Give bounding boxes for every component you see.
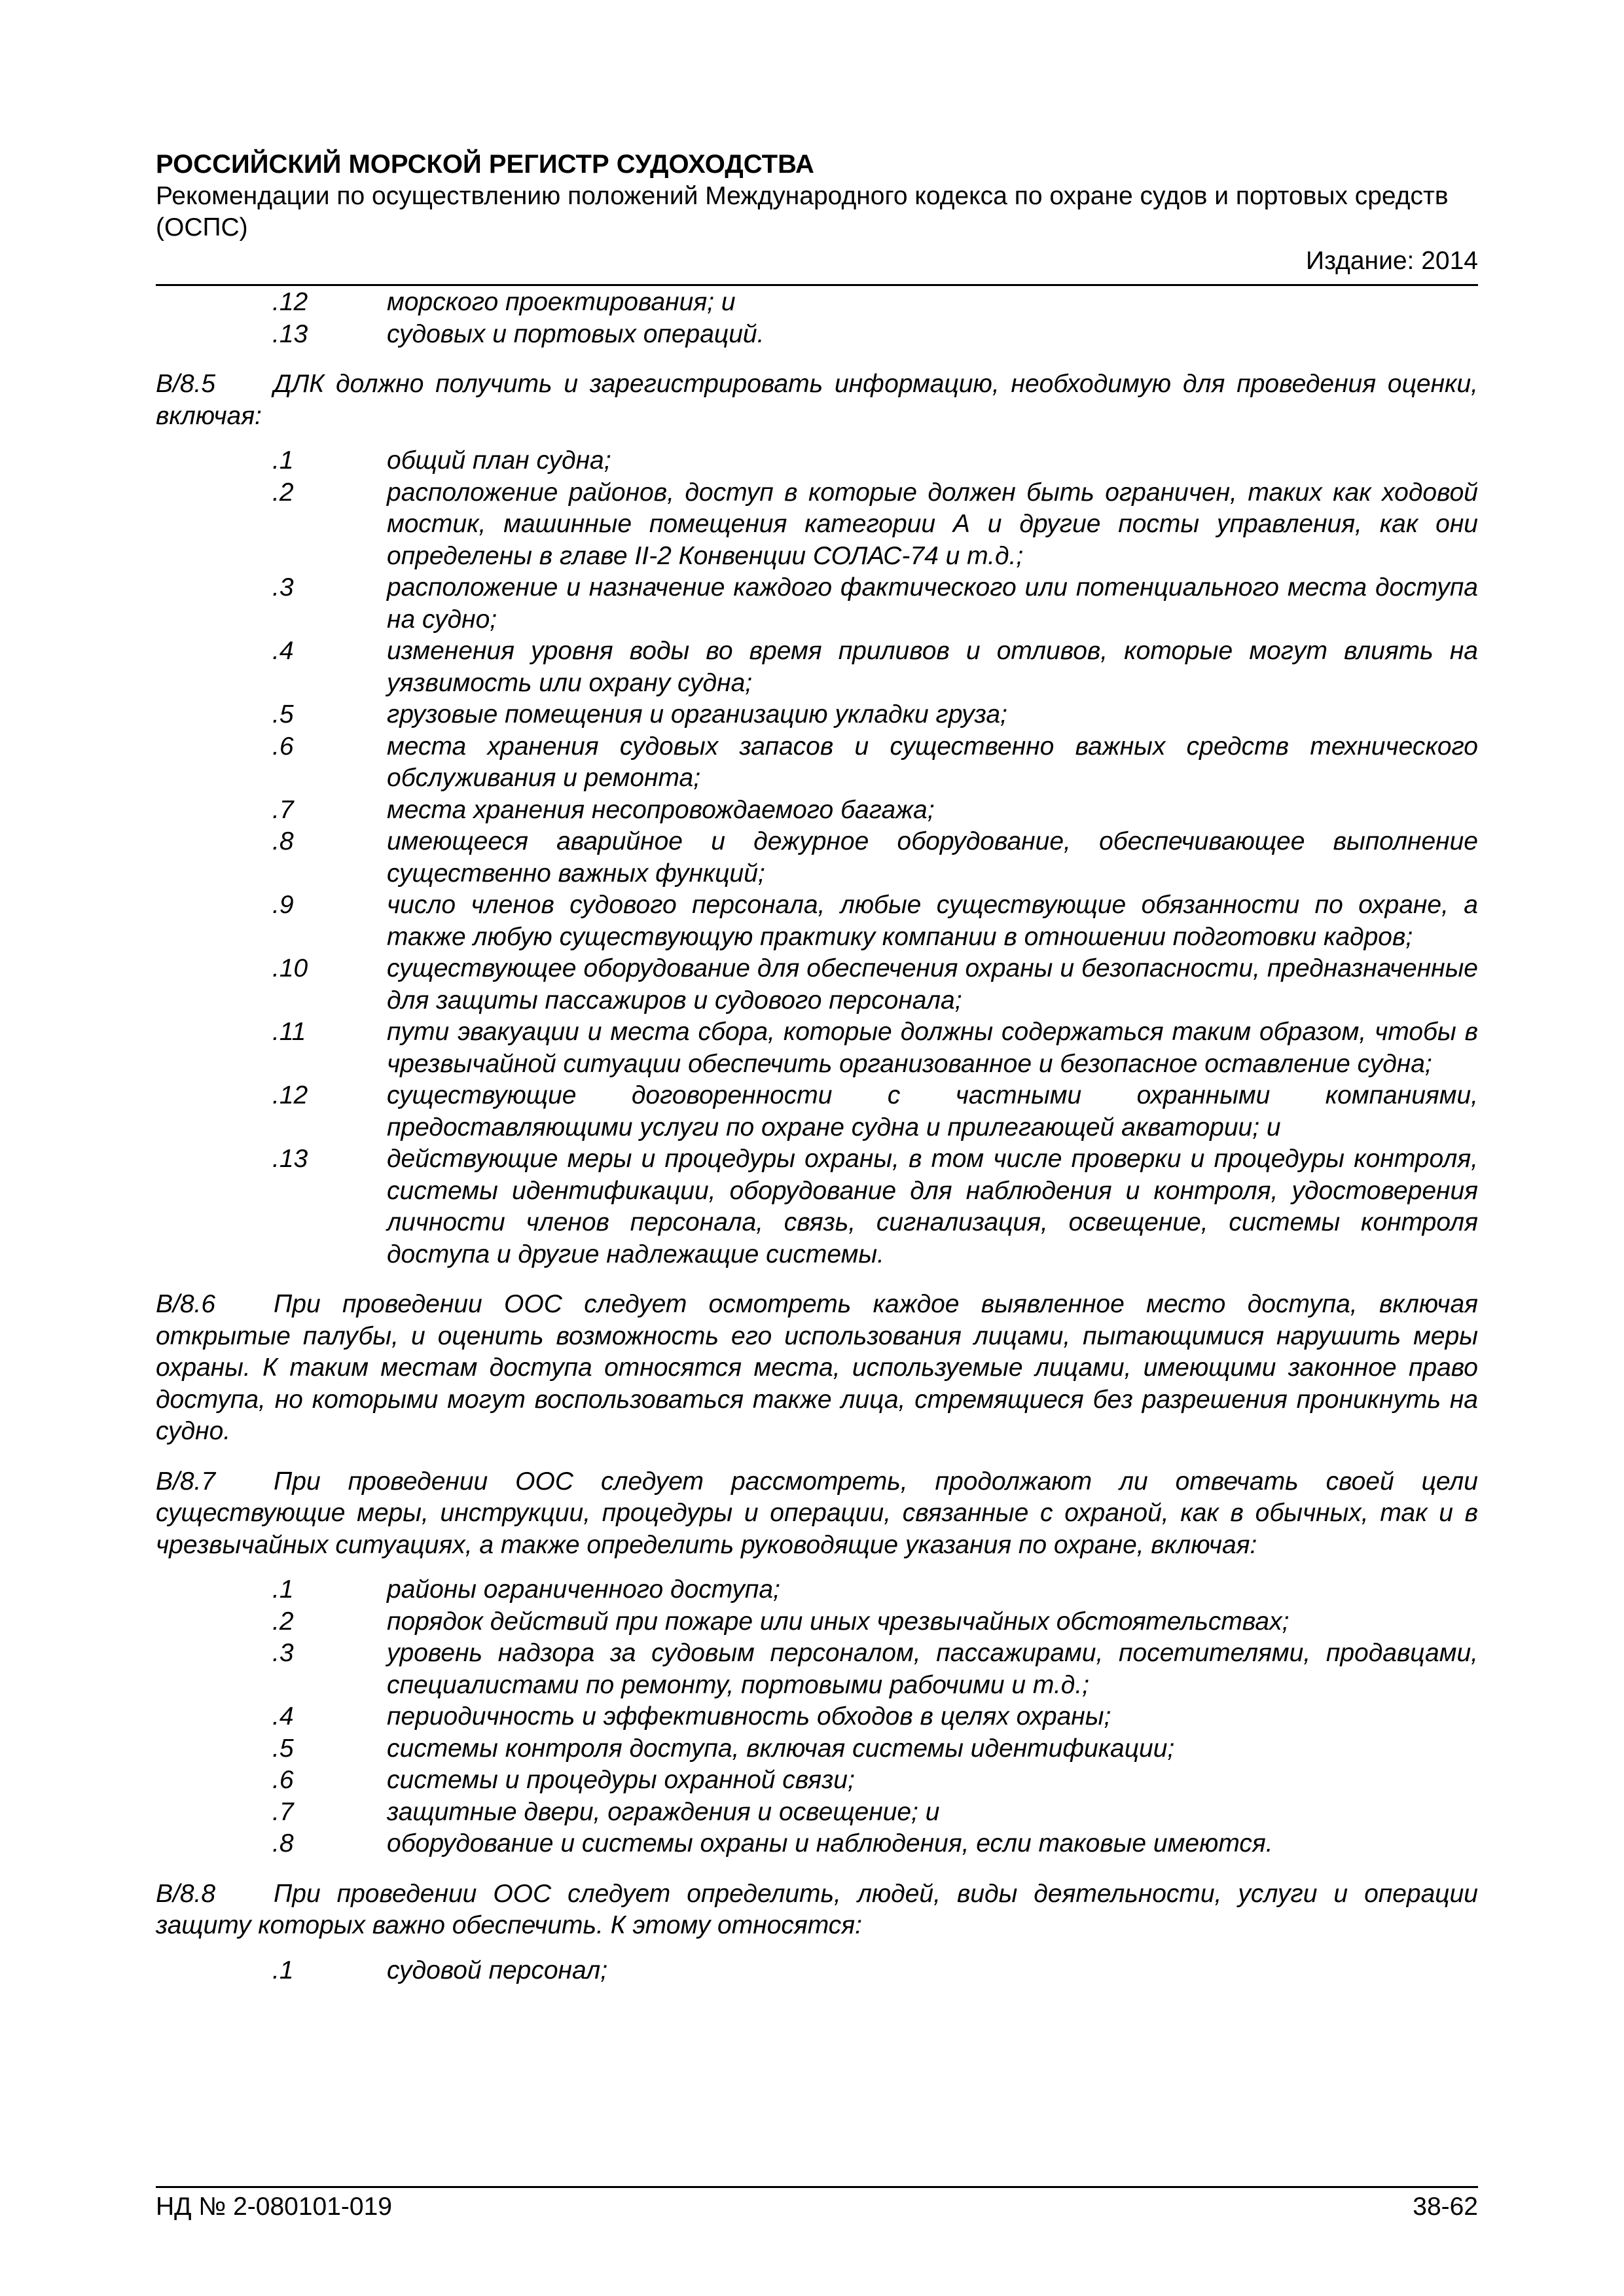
list-item [156,319,1478,351]
edition-label: Издание: 2014 [1306,247,1478,275]
item-number: .7 [272,1797,294,1826]
item-text: защитные двери, ограждения и освещение; и [387,1797,940,1826]
list-item [156,795,1478,827]
list-item [156,1828,1478,1860]
item-number: .13 [272,1145,308,1173]
item-number: .12 [272,288,308,316]
item-number: .11 [272,1018,306,1046]
list-item [156,953,1478,1016]
list-item [156,699,1478,731]
list-item [156,1574,1478,1606]
item-text: действующие меры и процедуры охраны, в том числе проверки и процедуры контроля, системы идентификации, оборудование для наблюдения и контроля, удостоверения личности членов персонала, связь, сигнализация, освещение, системы контроля доступа и другие надлежащие системы. [387,1145,1478,1268]
item-text: судовых и портовых операций. [387,319,765,348]
item-number: .5 [272,1734,294,1763]
item-number: .3 [272,1639,294,1667]
item-number: .12 [272,1081,308,1109]
item-text: системы контроля доступа, включая системы идентификации; [387,1734,1175,1763]
section-text: ДЛК должно получить и зарегистрировать информацию, необходимую для проведения оценки, включая: [156,370,1478,430]
section-b-8-6 [156,1289,1478,1448]
item-text: существующие договоренности с частными охранными компаниями, предоставляющими услуги по охране судна и прилегающей акватории; и [387,1081,1478,1141]
item-number: .1 [272,1575,294,1604]
item-text: общий план судна; [387,446,611,475]
item-number: .3 [272,573,294,601]
list-item [156,889,1478,953]
item-number: .8 [272,1829,294,1857]
item-number: .5 [272,700,294,728]
item-text: районы ограниченного доступа; [387,1575,780,1604]
item-number: .10 [272,954,308,982]
list-item [156,1797,1478,1829]
item-number: .6 [272,1766,294,1794]
list-item [156,1638,1478,1701]
list-item [156,287,1478,319]
item-number: .4 [272,1702,294,1731]
item-number: .1 [272,1956,294,1984]
item-number: .9 [272,891,294,919]
list-item [156,1080,1478,1143]
section-text: При проведении ООС следует определить, людей, виды деятельности, услуги и операции защиту которых важно обеспечить. К этому относятся: [156,1879,1478,1939]
list-item [156,477,1478,573]
item-number: .8 [272,827,294,855]
section-b-8-7 [156,1466,1478,1562]
item-number: .6 [272,732,294,761]
item-text: места хранения несопровождаемого багажа; [387,795,935,824]
item-text: судовой персонал; [387,1956,608,1984]
organization-name: РОССИЙСКИЙ МОРСКОЙ РЕГИСТР СУДОХОДСТВА [156,150,814,179]
section-b-8-5 [156,368,1478,432]
item-text: системы и процедуры охранной связи; [387,1766,855,1794]
section-number: B/8.6 [156,1290,216,1318]
item-text: порядок действий при пожаре или иных чрезвычайных обстоятельствах; [387,1607,1290,1636]
item-text: места хранения судовых запасов и существенно важных средств технического обслуживания и ремонта; [387,732,1478,792]
page-header [156,148,1478,278]
document-subtitle: Рекомендации по осуществлению положений Международного кодекса по охране судов и портовых средств (ОСПС) [156,182,1449,242]
item-number: .7 [272,795,294,824]
list-item [156,1701,1478,1733]
list-item [156,572,1478,636]
header-divider [156,284,1478,286]
list-item [156,1016,1478,1080]
item-text: уровень надзора за судовым персоналом, пассажирами, посетителями, продавцами, специалистами по ремонту, портовыми рабочими и т.д.; [387,1639,1478,1699]
document-body [156,287,1478,1986]
list-item [156,636,1478,699]
page-number: 38-62 [1413,2193,1478,2221]
item-text: грузовые помещения и организацию укладки груза; [387,700,1007,728]
item-text: пути эвакуации и места сбора, которые должны содержаться таким образом, чтобы в чрезвычайной ситуации обеспечить организованное и безопасное оставление судна; [387,1018,1478,1078]
item-text: морского проектирования; и [387,288,736,316]
section-number: B/8.5 [156,370,216,398]
document-number: НД № 2-080101-019 [156,2193,392,2221]
item-number: .13 [272,319,308,348]
section-b-8-8 [156,1878,1478,1942]
item-text: периодичность и эффективность обходов в целях охраны; [387,1702,1111,1731]
item-text: изменения уровня воды во время приливов и отливов, которые могут влиять на уязвимость или охрану судна; [387,637,1478,697]
section-text: При проведении ООС следует рассмотреть, продолжают ли отвечать своей цели существующие меры, инструкции, процедуры и операции, связанные с охраной, как в обычных, так и в чрезвычайных ситуациях, а также определить руководящие указания по охране, включая: [156,1467,1478,1559]
item-number: .2 [272,1607,294,1636]
list-item [156,731,1478,795]
section-number: B/8.7 [156,1467,216,1496]
list-item [156,1765,1478,1797]
item-number: .4 [272,637,294,665]
item-number: .2 [272,478,294,507]
list-item [156,826,1478,889]
item-text: имеющееся аварийное и дежурное оборудование, обеспечивающее выполнение существенно важных функций; [387,827,1478,888]
section-number: B/8.8 [156,1879,216,1908]
item-text: существующее оборудование для обеспечения охраны и безопасности, предназначенные для защиты пассажиров и судового персонала; [387,954,1478,1014]
list-item [156,445,1478,477]
item-text: расположение и назначение каждого фактического или потенциального места доступа на судно; [387,573,1478,634]
footer-divider [156,2186,1478,2188]
list-item [156,1733,1478,1765]
list-item [156,1955,1478,1987]
section-text: При проведении ООС следует осмотреть каждое выявленное место доступа, включая открытые палубы, и оценить возможность его использования лицами, пытающимися нарушить меры охраны. К таким местам доступа относятся места, используемые лицами, имеющими законное право доступа, но которыми могут воспользоваться также лица, стремящиеся без разрешения проникнуть на судно. [156,1290,1478,1445]
item-number: .1 [272,446,294,475]
list-item [156,1143,1478,1270]
list-item [156,1606,1478,1638]
item-text: расположение районов, доступ в которые должен быть ограничен, таких как ходовой мостик, машинные помещения категории А и другие посты управления, как они определены в главе II-2 Конвенции СОЛАС-74 и т.д.; [387,478,1478,570]
page-footer [156,2191,1478,2223]
item-text: оборудование и системы охраны и наблюдения, если таковые имеются. [387,1829,1273,1857]
item-text: число членов судового персонала, любые существующие обязанности по охране, а также любую существующую практику компании в отношении подготовки кадров; [387,891,1478,951]
